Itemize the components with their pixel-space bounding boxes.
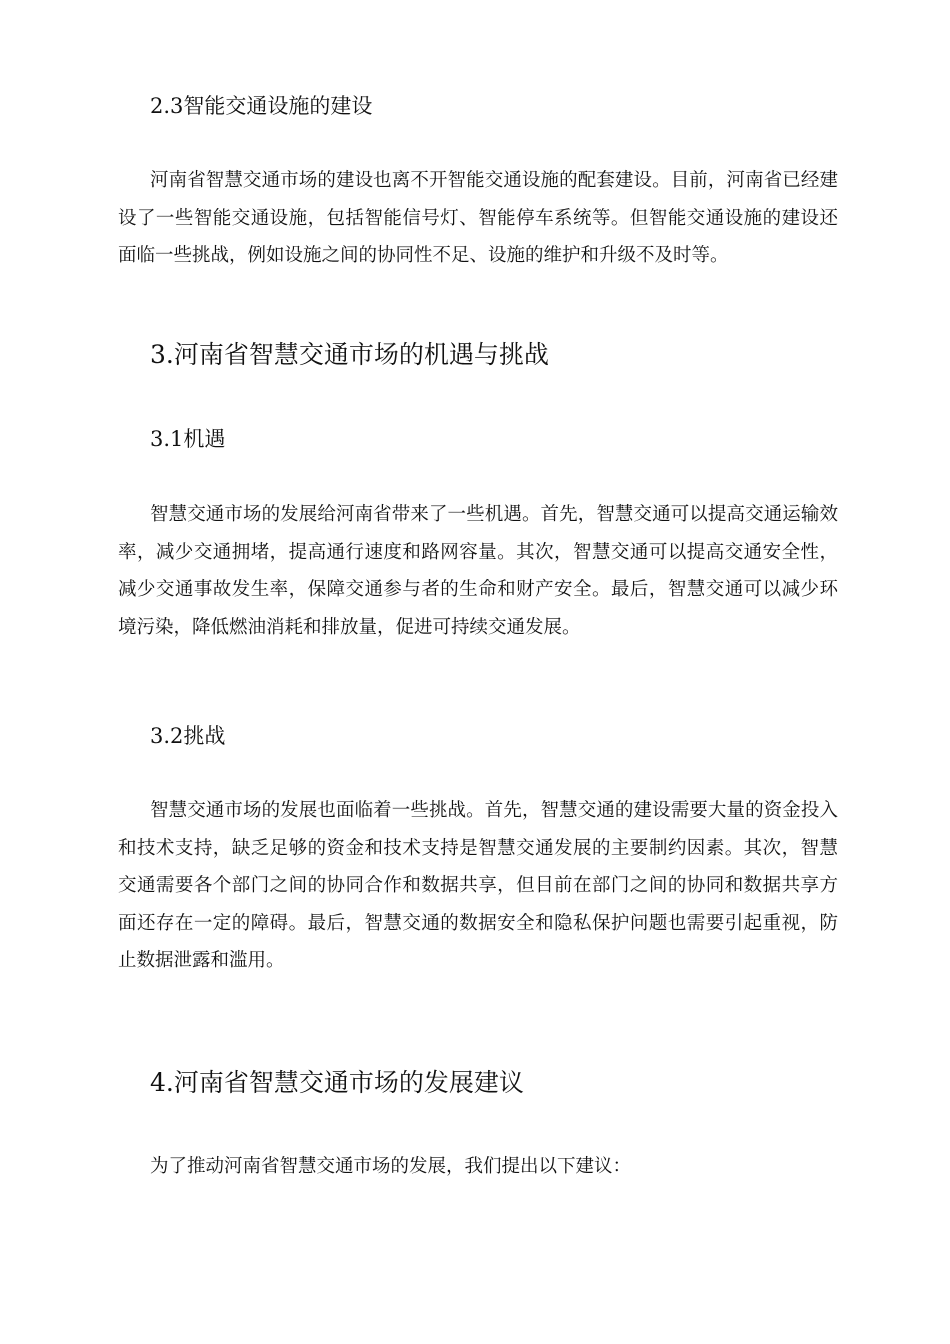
- paragraph-3-1: 智慧交通市场的发展给河南省带来了一些机遇。首先，智慧交通可以提高交通运输效率，减少交通拥堵，提高通行速度和路网容量。其次，智慧交通可以提高交通安全性，减少交通事故发生率，保障交通参与者的生命和财产安全。最后，智慧交通可以减少环境污染，降低燃油消耗和排放量，促进可持续交通发展。: [118, 504, 838, 638]
- section-heading-3-2: 3.2挑战: [150, 724, 226, 748]
- section-heading-3-1: 3.1机遇: [150, 427, 226, 451]
- paragraph-4: 为了推动河南省智慧交通市场的发展，我们提出以下建议：: [150, 1156, 632, 1177]
- paragraph-2-3: 河南省智慧交通市场的建设也离不开智能交通设施的配套建设。目前，河南省已经建设了一些智能交通设施，包括智能信号灯、智能停车系统等。但智能交通设施的建设还面临一些挑战，例如设施之间的协同性不足、设施的维护和升级不及时等。: [118, 170, 838, 266]
- section-heading-4: 4.河南省智慧交通市场的发展建议: [150, 1068, 524, 1097]
- paragraph-3-2: 智慧交通市场的发展也面临着一些挑战。首先，智慧交通的建设需要大量的资金投入和技术支持，缺乏足够的资金和技术支持是智慧交通发展的主要制约因素。其次，智慧交通需要各个部门之间的协同合作和数据共享，但目前在部门之间的协同和数据共享方面还存在一定的障碍。最后，智慧交通的数据安全和隐私保护问题也需要引起重视，防止数据泄露和滥用。: [118, 800, 838, 971]
- section-heading-3: 3.河南省智慧交通市场的机遇与挑战: [150, 340, 549, 369]
- section-heading-2-3: 2.3智能交通设施的建设: [150, 94, 373, 118]
